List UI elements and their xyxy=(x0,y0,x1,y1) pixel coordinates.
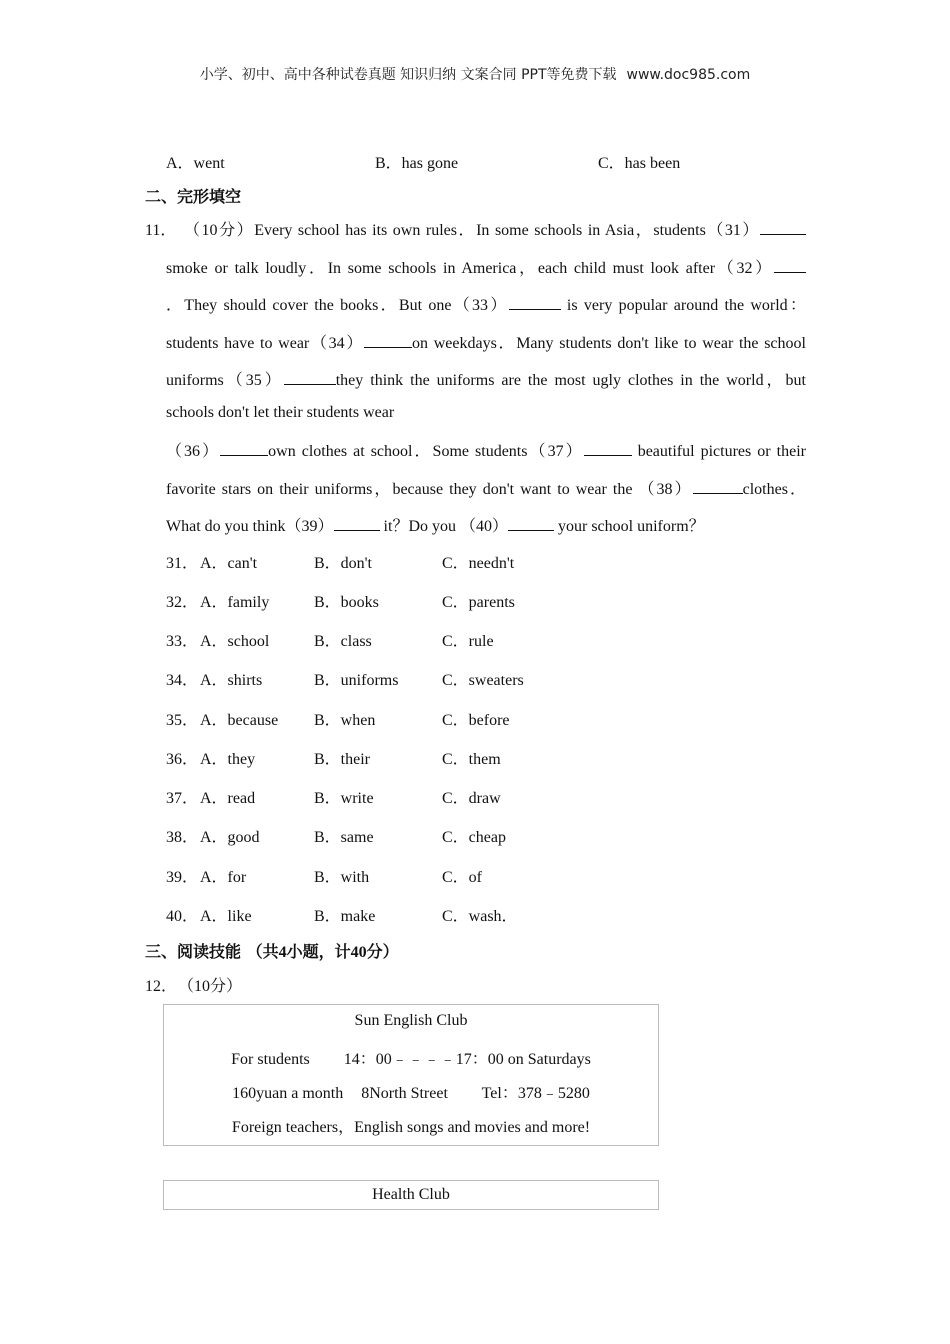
q12-number: 12． xyxy=(145,978,178,995)
passage-text: it？Do you （40） xyxy=(379,518,508,535)
header-url[interactable]: www.doc985.com xyxy=(626,67,751,83)
option-c[interactable]: C．sweaters xyxy=(442,672,524,689)
option-a[interactable]: A．shirts xyxy=(200,672,263,689)
q11-score: （10分） xyxy=(184,222,255,239)
option-num: 35． xyxy=(166,712,199,729)
passage-line xyxy=(166,404,394,422)
option-a[interactable]: A．school xyxy=(200,633,270,650)
option-b[interactable]: B．when xyxy=(314,712,376,729)
blank-36[interactable] xyxy=(220,441,268,456)
blank-39[interactable] xyxy=(334,516,380,531)
q11-number: 11． xyxy=(145,222,177,239)
option-b[interactable]: B．don't xyxy=(314,555,373,572)
option-c[interactable]: C．parents xyxy=(442,594,515,611)
q12-score: （10分） xyxy=(178,978,243,995)
header-text: 小学、初中、高中各种试卷真题 知识归纳 文案合同 PPT等免费下载 xyxy=(199,67,617,83)
option-b[interactable]: B．same xyxy=(314,829,374,846)
club-schedule-line xyxy=(164,1046,658,1069)
option-num: 32． xyxy=(166,594,199,611)
passage-text: clothes． xyxy=(742,481,806,498)
option-num: 38． xyxy=(166,829,199,846)
club-price: 160yuan a month xyxy=(232,1085,344,1102)
passage-text: smoke or talk loudly．In some schools in America，each child must look after（32） xyxy=(166,260,774,277)
option-a[interactable]: A．good xyxy=(200,829,260,846)
passage-text: students have to wear（34） xyxy=(166,335,365,352)
section-2-title: 二、完形填空 xyxy=(145,187,242,206)
passage-text: （36） xyxy=(166,443,221,460)
option-num: 37． xyxy=(166,790,199,807)
club-phone: Tel：378﹣5280 xyxy=(481,1085,590,1102)
blank-40[interactable] xyxy=(508,516,554,531)
option-a[interactable]: A．for xyxy=(200,869,247,886)
passage-line xyxy=(166,330,806,353)
club-name: Sun English Club xyxy=(354,1012,468,1029)
option-b[interactable]: B．class xyxy=(314,633,372,650)
passage-text: schools don't let their students wear xyxy=(166,404,395,421)
passage-line xyxy=(166,367,806,390)
section-3-title xyxy=(145,939,399,962)
blank-37[interactable] xyxy=(584,441,632,456)
option-a[interactable]: A．like xyxy=(200,908,252,925)
passage-text: Every school has its own rules．In some schools in Asia，students（31） xyxy=(254,222,760,239)
passage-text: What do you think（39） xyxy=(166,518,334,535)
option-num: 39． xyxy=(166,869,199,886)
prev-option-b: B．has gone xyxy=(375,155,459,172)
option-a[interactable]: A．can't xyxy=(200,555,258,572)
option-c[interactable]: C．before xyxy=(442,712,510,729)
page-header xyxy=(0,64,950,84)
section-3-title-mid: 小题，计 xyxy=(286,942,351,961)
blank-34[interactable] xyxy=(364,333,412,348)
blank-31[interactable] xyxy=(760,220,806,235)
option-num: 36． xyxy=(166,751,199,768)
passage-text: is very popular around the world： xyxy=(560,297,806,314)
passage-text: beautiful pictures or their xyxy=(631,443,806,460)
option-c[interactable]: C．wash． xyxy=(442,908,518,925)
club-address: 8North Street xyxy=(361,1085,448,1102)
prev-option-c: C．has been xyxy=(598,155,681,172)
passage-text: own clothes at school．Some students（37） xyxy=(268,443,584,460)
section-3-count: 4 xyxy=(278,944,287,961)
club-time: 14：00﹣﹣﹣﹣17：00 on Saturdays xyxy=(343,1051,591,1068)
option-num: 33． xyxy=(166,633,199,650)
option-b[interactable]: B．books xyxy=(314,594,379,611)
passage-text: uniforms（35） xyxy=(166,372,284,389)
club-name: Health Club xyxy=(372,1186,450,1203)
option-c[interactable]: C．of xyxy=(442,869,483,886)
blank-38[interactable] xyxy=(693,479,743,494)
passage-text: your school uniform？ xyxy=(554,518,705,535)
option-num: 40． xyxy=(166,908,199,925)
blank-32[interactable] xyxy=(774,258,806,273)
option-c[interactable]: C．cheap xyxy=(442,829,506,846)
option-b[interactable]: B．with xyxy=(314,869,370,886)
option-c[interactable]: C．them xyxy=(442,751,501,768)
option-a[interactable]: A．they xyxy=(200,751,256,768)
sun-english-club-ad xyxy=(163,1004,659,1146)
option-a[interactable]: A．because xyxy=(200,712,279,729)
option-a[interactable]: A．family xyxy=(200,594,270,611)
passage-line xyxy=(166,513,705,536)
club-features: Foreign teachers，English songs and movies and more! xyxy=(231,1119,591,1136)
passage-text: ．They should cover the books．But one（33） xyxy=(166,297,509,314)
passage-line xyxy=(166,255,806,278)
passage-text: they think the uniforms are the most ugly clothes in the world，but xyxy=(335,372,806,389)
option-b[interactable]: B．their xyxy=(314,751,370,768)
health-club-ad xyxy=(163,1180,659,1210)
passage-text: on weekdays．Many students don't like to wear the school xyxy=(412,335,806,352)
section-3-title-suffix: 分） xyxy=(366,942,399,961)
option-a[interactable]: A．read xyxy=(200,790,256,807)
option-num: 34． xyxy=(166,672,199,689)
option-c[interactable]: C．rule xyxy=(442,633,494,650)
option-b[interactable]: B．write xyxy=(314,790,374,807)
option-b[interactable]: B．uniforms xyxy=(314,672,399,689)
option-c[interactable]: C．needn't xyxy=(442,555,515,572)
passage-text: favorite stars on their uniforms，because they don't want to wear the （38） xyxy=(166,481,693,498)
prev-option-a: A．went xyxy=(166,155,225,172)
passage-line xyxy=(166,438,806,461)
section-3-title-prefix: 三、阅读技能 （共 xyxy=(145,942,279,961)
section-3-points: 40 xyxy=(350,944,367,961)
club-contact-line xyxy=(164,1080,658,1103)
option-num: 31． xyxy=(166,555,199,572)
passage-line xyxy=(166,476,806,499)
passage-line xyxy=(184,217,806,240)
club-audience: For students xyxy=(231,1051,310,1068)
passage-line xyxy=(166,292,806,315)
blank-33[interactable] xyxy=(509,295,561,310)
option-c[interactable]: C．draw xyxy=(442,790,501,807)
blank-35[interactable] xyxy=(284,370,336,385)
option-b[interactable]: B．make xyxy=(314,908,376,925)
